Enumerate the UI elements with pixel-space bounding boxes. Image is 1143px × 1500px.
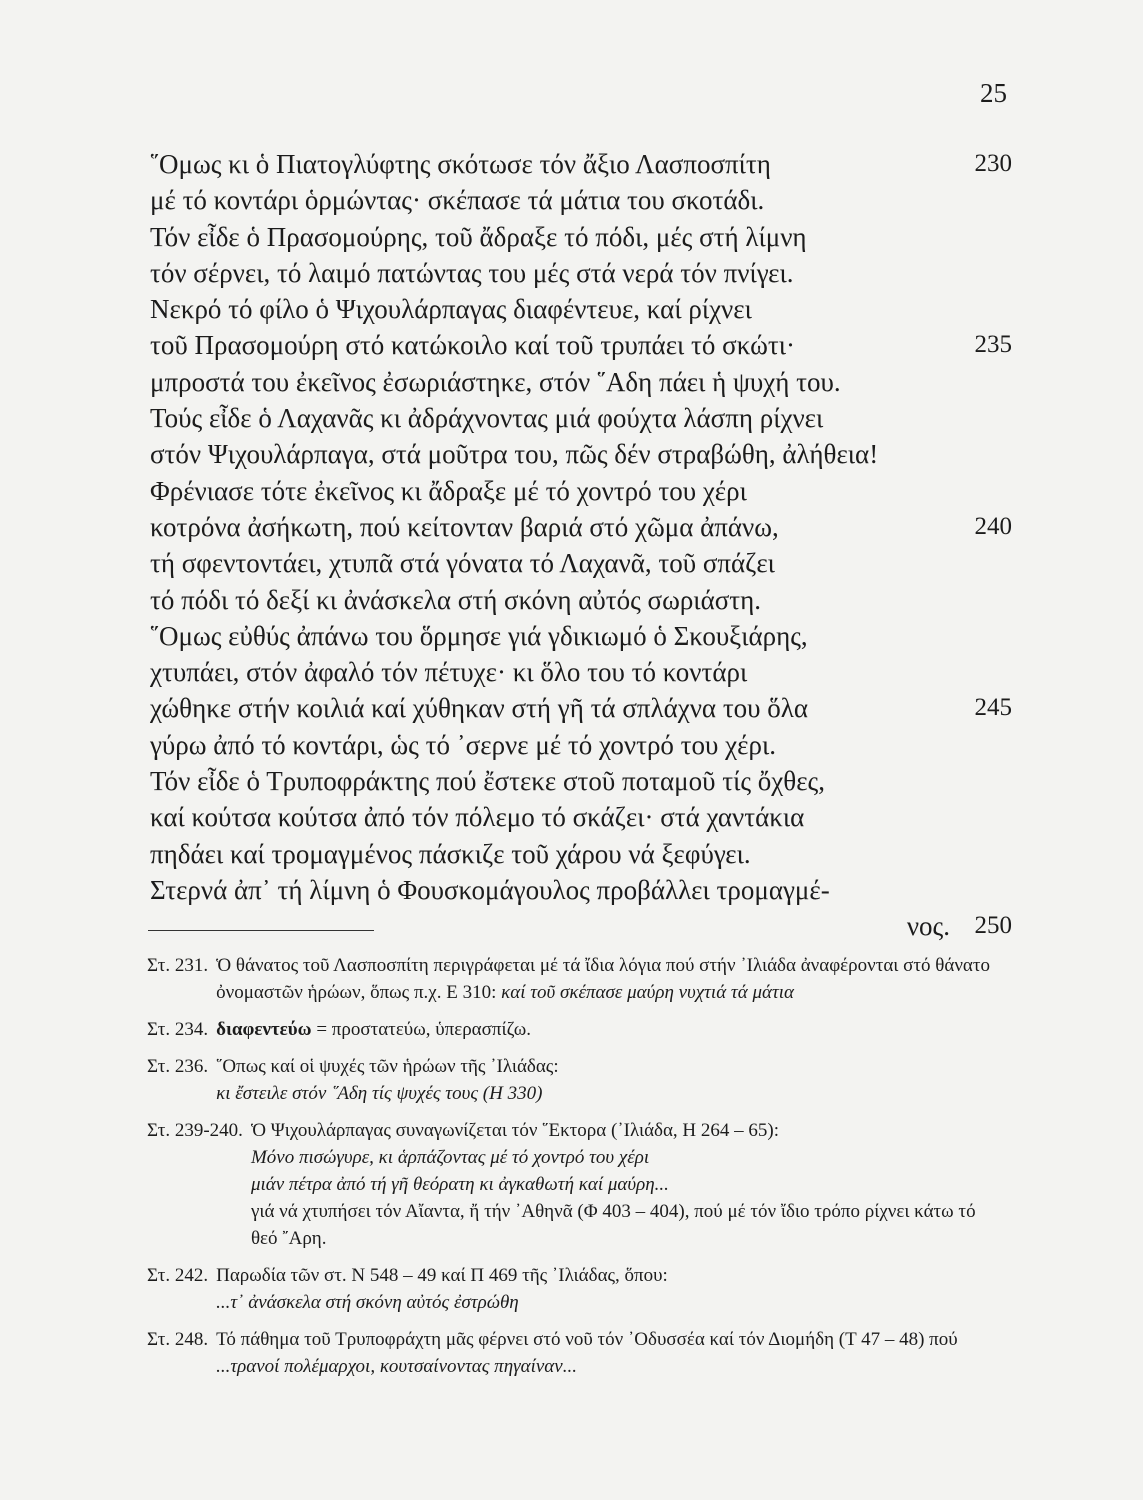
footnote-242: Στ. 242. Παρωδία τῶν στ. Ν 548 – 49 καί Π 469 τῆς ᾿Ιλιάδας, ὅπου: ...τ᾿ ἀνάσκελα στή σκόνη αὐτός ἐστρώθη <box>147 1262 1002 1316</box>
verse-line-235: τοῦ Πρασομούρη στό κατώκοιλο καί τοῦ τρυπάει τό σκώτι· 235 <box>150 327 1020 363</box>
footnote-ref: Στ. 231. <box>147 955 209 976</box>
footnote-231: Στ. 231. Ὁ θάνατος τοῦ Λασποσπίτη περιγράφεται μέ τά ἴδια λόγια πού στήν ᾿Ιλιάδα ἀναφέρονται στό θάνατο ὀνομαστῶν ἡρώων, ὅπως π.χ. Ε 310: καί τοῦ σκέπασε μαύρη νυχτιά τά μάτια <box>147 952 1002 1006</box>
verse-line: τή σφεντοντάει, χτυπᾶ στά γόνατα τό Λαχανᾶ, τοῦ σπάζει <box>150 548 775 579</box>
footnote-ref: Στ. 248. <box>147 1329 209 1350</box>
verse-line: Τούς εἶδε ὁ Λαχανᾶς κι ἀδράχνοντας μιά φούχτα λάσπη ρίχνει <box>150 403 824 434</box>
line-number: 245 <box>974 694 1012 722</box>
verse-line: ῞Ομως εὐθύς ἀπάνω του ὅρμησε γιά γδικιωμό ὁ Σκουξιάρης, <box>150 620 808 651</box>
verse-line: Νεκρό τό φίλο ὁ Ψιχουλάρπαγας διαφέντευε, καί ρίχνει <box>150 294 752 325</box>
verse-line-240: κοτρόνα ἀσήκωτη, πού κείτονταν βαριά στό χῶμα ἀπάνω, 240 <box>150 509 1020 545</box>
verse-line: Τόν εἶδε ὁ Πρασομούρης, τοῦ ἄδραξε τό πόδι, μές στή λίμνη <box>150 221 807 252</box>
footnote-ref: Στ. 239-240. <box>147 1120 243 1141</box>
footnote-239-240: Στ. 239-240. Ὁ Ψιχουλάρπαγας συναγωνίζεται τόν ῞Εκτορα (᾿Ιλιάδα, Η 264 – 65): Μόνο πισώγυρε, κι ἁρπάζοντας μέ τό χοντρό του χέρι μιάν πέτρα ἀπό τή γῆ θεόρατη κι ἀγκαθωτή καί μαύρη... γιά νά χτυπήσει τόν Αἴαντα, ἤ τήν ᾿Αθηνᾶ (Φ 403 – 404), πού μέ τόν ἴδιο τρόπο ρίχνει κάτω τό θεό ῎Αρη. <box>147 1117 1002 1252</box>
footnote-ref: Στ. 236. <box>147 1056 209 1077</box>
footnotes <box>147 952 1002 1390</box>
page-number: 25 <box>980 78 1007 108</box>
verse-line-230: ῞Ομως κι ὁ Πιατογλύφτης σκότωσε τόν ἄξιο Λασποσπίτη 230 <box>150 146 1020 182</box>
footnote-ref: Στ. 234. <box>147 1019 209 1040</box>
line-number: 235 <box>974 331 1012 359</box>
footnote-ref: Στ. 242. <box>147 1265 209 1286</box>
line-number: 250 <box>974 912 1012 940</box>
verse-line: γύρω ἀπό τό κοντάρι, ὡς τό ᾿σερνε μέ τό χοντρό του χέρι. <box>150 729 776 760</box>
verse-line: πηδάει καί τρομαγμένος πάσκιζε τοῦ χάρου νά ξεφύγει. <box>150 838 751 869</box>
footnote-divider <box>148 930 374 931</box>
line-number: 230 <box>974 150 1012 177</box>
line-number: 240 <box>974 512 1012 540</box>
verse-block <box>150 146 1020 945</box>
verse-line: Φρένιασε τότε ἐκεῖνος κι ἄδραξε μέ τό χοντρό του χέρι <box>150 475 747 506</box>
footnote-234: Στ. 234. διαφεντεύω = προστατεύω, ὑπερασπίζω. <box>147 1016 1002 1043</box>
verse-line: χτυπάει, στόν ἀφαλό τόν πέτυχε· κι ὅλο του τό κοντάρι <box>150 657 748 688</box>
verse-line: μέ τό κοντάρι ὁρμώντας· σκέπασε τά μάτια του σκοτάδι. <box>150 185 765 216</box>
footnote-236: Στ. 236. ῞Οπως καί οἱ ψυχές τῶν ἡρώων τῆς ᾿Ιλιάδας: κι ἔστειλε στόν ῞Αδη τίς ψυχές τους (Η 330) <box>147 1053 1002 1107</box>
verse-line: Στερνά ἀπ᾿ τή λίμνη ὁ Φουσκομάγουλος προβάλλει τρομαγμέ- <box>150 874 830 905</box>
verse-line: καί κούτσα κούτσα ἀπό τόν πόλεμο τό σκάζει· στά χαντάκια <box>150 802 805 833</box>
verse-line: τόν σέρνει, τό λαιμό πατώντας του μές στά νερά τόν πνίγει. <box>150 257 794 288</box>
verse-line: τό πόδι τό δεξί κι ἀνάσκελα στή σκόνη αὐτός σωριάστη. <box>150 584 761 615</box>
verse-line-250: νος. 250 <box>150 908 1020 944</box>
footnote-248: Στ. 248. Τό πάθημα τοῦ Τρυποφράχτη μᾶς φέρνει στό νοῦ τόν ᾿Οδυσσέα καί τόν Διομήδη (Τ 47 – 48) πού ...τρανοί πολέμαρχοι, κουτσαίνοντας πηγαίναν... <box>147 1326 1002 1380</box>
verse-line-245: χώθηκε στήν κοιλιά καί χύθηκαν στή γῆ τά σπλάχνα του ὅλα 245 <box>150 690 1020 726</box>
verse-line: στόν Ψιχουλάρπαγα, στά μοῦτρα του, πῶς δέν στραβώθη, ἀλήθεια! <box>150 439 879 470</box>
verse-line: μπροστά του ἐκεῖνος ἐσωριάστηκε, στόν ῞Αδη πάει ἡ ψυχή του. <box>150 366 841 397</box>
verse-line: Τόν εἶδε ὁ Τρυποφράκτης πού ἔστεκε στοῦ ποταμοῦ τίς ὄχθες, <box>150 766 825 797</box>
